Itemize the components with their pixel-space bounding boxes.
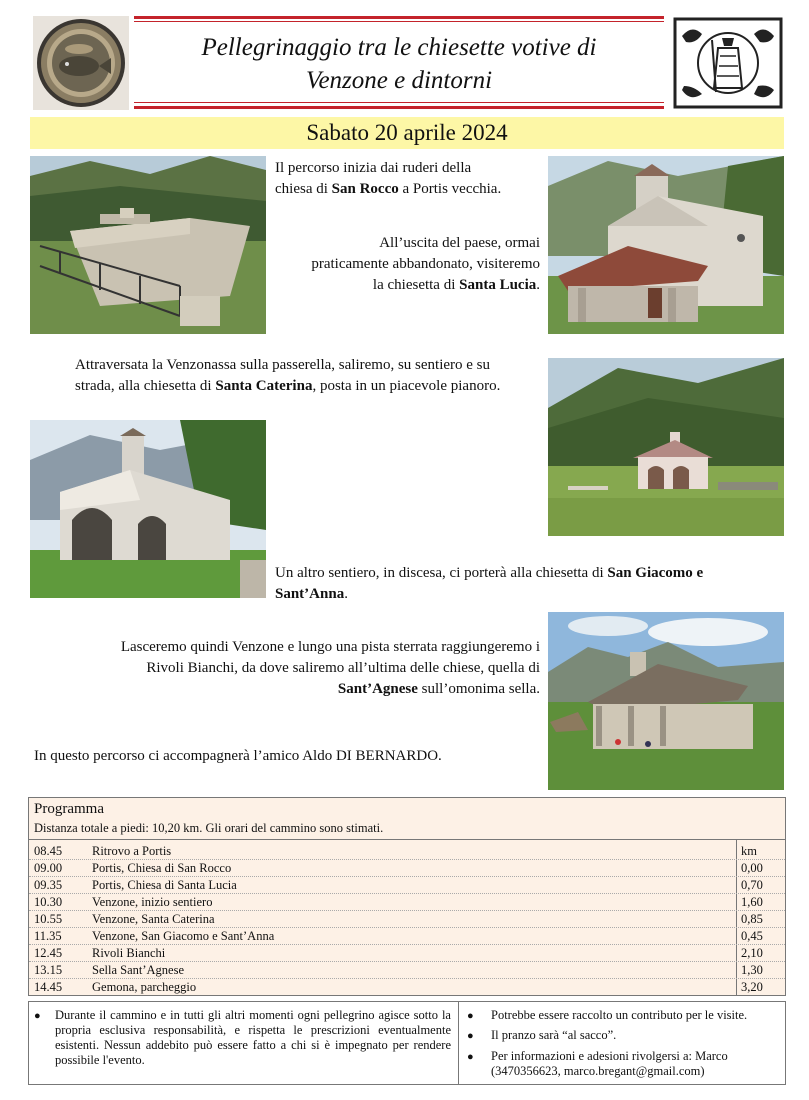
note-lunch: Il pranzo sarà “al sacco”.: [491, 1028, 617, 1042]
text-line: Rivoli Bianchi, da dove saliremo all’ultima delle chiese, quella di: [146, 660, 540, 676]
program-place: Venzone, Santa Caterina: [92, 912, 215, 926]
note-contact-line: Per informazioni e adesioni rivolgersi a: Marco: [491, 1049, 728, 1063]
bullet-icon: ●: [34, 1010, 41, 1022]
note-contact: [491, 1049, 781, 1079]
program-place: Rivoli Bianchi: [92, 946, 166, 960]
date-banner: Sabato 20 aprile 2024: [30, 117, 784, 149]
photo-santagnese: [548, 612, 784, 790]
program-row: [29, 962, 785, 979]
program-time: 09.35: [34, 878, 63, 892]
program-row: [29, 979, 785, 996]
note-responsibility: Durante il cammino e in tutti gli altri momenti ogni pellegrino agisce sotto la propria esclusiva responsabilità, e rispetta le prescrizioni eventualmente esistenti. Nessun addebito può essere fatto a chi si è impegnato per rendere possibile l'evento.: [55, 1008, 451, 1067]
program-place: Venzone, inizio sentiero: [92, 895, 213, 909]
program-row: [29, 894, 785, 911]
text-line: Il percorso inizia dai ruderi della: [275, 160, 472, 176]
paragraph-guide: In questo percorso ci accompagnerà l’amico Aldo DI BERNARDO.: [34, 748, 442, 764]
program-place: Sella Sant’Agnese: [92, 963, 184, 977]
title-line-2: Venzone e dintorni: [305, 67, 493, 94]
mosaic-fish-logo: [33, 16, 129, 110]
text-line: praticamente abbandonato, visiteremo: [311, 256, 540, 272]
program-km: 0,85: [741, 912, 763, 926]
program-place: Portis, Chiesa di San Rocco: [92, 861, 232, 875]
program-km: 3,20: [741, 980, 763, 994]
program-time: 12.45: [34, 946, 63, 960]
program-time: 08.45: [34, 844, 63, 858]
program-km: 0,45: [741, 929, 763, 943]
text-line: Sant’Agnese sull’omonima sella.: [337, 681, 540, 697]
program-km: 0,70: [741, 878, 763, 892]
program-table: [28, 797, 786, 996]
note-contribution: Potrebbe essere raccolto un contributo per le visite.: [491, 1008, 748, 1022]
program-place: Venzone, San Giacomo e Sant’Anna: [92, 929, 275, 943]
program-subtitle: Distanza totale a piedi: 10,20 km. Gli orari del cammino sono stimati.: [34, 821, 384, 835]
program-place: Ritrovo a Portis: [92, 844, 172, 858]
program-place: Gemona, parcheggio: [92, 980, 197, 994]
paragraph-santa-caterina: [75, 355, 545, 397]
photo-san-rocco-ruins: [30, 156, 266, 334]
text-line: Lasceremo quindi Venzone e lungo una pista sterrata raggiungeremo i: [120, 639, 540, 655]
program-km: 1,30: [741, 963, 763, 977]
pilgrim-engraving-logo: [672, 16, 784, 110]
program-place: Portis, Chiesa di Santa Lucia: [92, 878, 237, 892]
text-line: strada, alla chiesetta di Santa Caterina, posta in un piacevole pianoro.: [75, 378, 501, 394]
text-line: la chiesetta di Santa Lucia.: [372, 277, 540, 293]
text-line: chiesa di San Rocco a Portis vecchia.: [275, 181, 502, 197]
photo-san-giacomo: [30, 420, 266, 598]
title-line-1: Pellegrinaggio tra le chiesette votive di: [201, 34, 597, 61]
note-contact-line: (3470356623, marco.bregant@gmail.com): [491, 1064, 705, 1078]
program-time: 10.55: [34, 912, 63, 926]
photo-santa-caterina-meadow: [548, 358, 784, 536]
program-time: 11.35: [34, 929, 62, 943]
program-row: [29, 860, 785, 877]
bullet-icon: ●: [467, 1030, 474, 1042]
program-row: [29, 877, 785, 894]
paragraph-san-rocco: [275, 158, 545, 200]
program-row: [29, 928, 785, 945]
bullet-icon: ●: [467, 1051, 474, 1063]
program-title: Programma: [34, 801, 104, 817]
program-row: [29, 911, 785, 928]
text-line: Sant’Anna.: [275, 586, 348, 602]
program-time: 13.15: [34, 963, 63, 977]
program-row: [29, 843, 785, 860]
program-km: 0,00: [741, 861, 763, 875]
text-line: Un altro sentiero, in discesa, ci porterà alla chiesetta di San Giacomo e: [275, 565, 704, 581]
program-km: km: [741, 844, 757, 858]
text-line: All’uscita del paese, ormai: [379, 235, 540, 251]
program-km: 1,60: [741, 895, 763, 909]
paragraph-san-giacomo: [275, 563, 775, 605]
photo-santa-lucia: [548, 156, 784, 334]
program-time: 10.30: [34, 895, 63, 909]
paragraph-santa-lucia: [275, 233, 540, 296]
program-km: 2,10: [741, 946, 763, 960]
paragraph-santagnese: [70, 637, 540, 700]
bullet-icon: ●: [467, 1010, 474, 1022]
program-row: [29, 945, 785, 962]
program-time: 14.45: [34, 980, 63, 994]
text-line: Attraversata la Venzonassa sulla passerella, saliremo, su sentiero e su: [75, 357, 491, 373]
program-time: 09.00: [34, 861, 63, 875]
title-banner: [134, 16, 664, 111]
notes-box: [28, 1001, 786, 1085]
